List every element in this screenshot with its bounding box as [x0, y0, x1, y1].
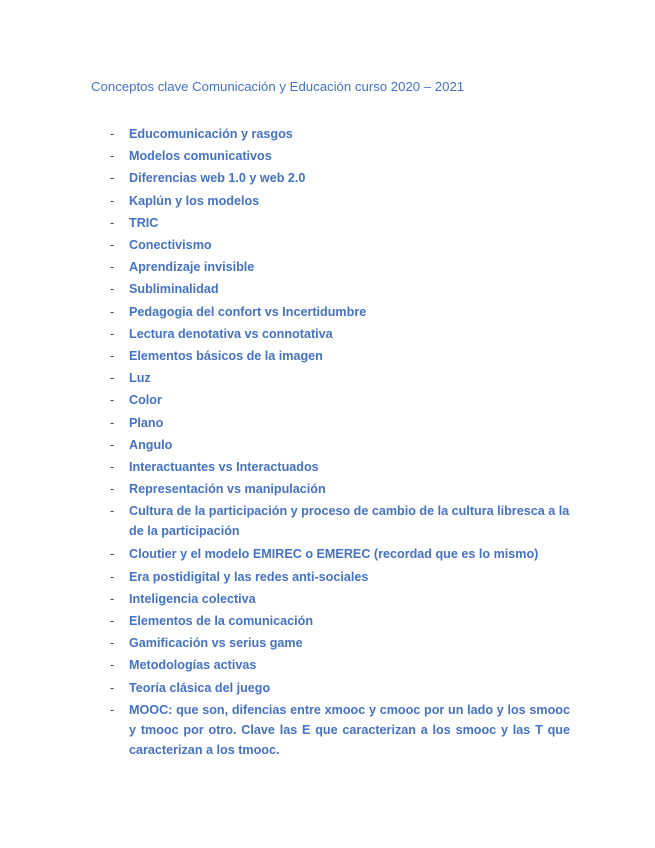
list-item [100, 632, 570, 654]
list-bullet: - [110, 393, 115, 408]
list-item-text: Diferencias web 1.0 y web 2.0 [129, 171, 306, 186]
list-item [100, 367, 570, 389]
list-item [100, 190, 570, 212]
list-bullet: - [110, 591, 115, 606]
list-item [100, 145, 570, 167]
list-bullet: - [110, 304, 115, 319]
list-bullet: - [110, 482, 115, 497]
list-item [100, 256, 570, 278]
list-item-text: MOOC: que son, difencias entre xmooc y cmooc por un lado y los smooc y tmooc por otro. Clave las E que caracterizan a los smooc y las T que caracterizan a los tmooc. [129, 702, 570, 757]
list-item-text: Plano [129, 415, 164, 430]
list-bullet: - [110, 702, 115, 717]
list-bullet: - [110, 415, 115, 430]
list-bullet: - [110, 371, 115, 386]
list-bullet: - [110, 149, 115, 164]
list-item [100, 566, 570, 588]
list-bullet: - [110, 504, 115, 519]
list-item-text: Conectivismo [129, 238, 212, 253]
list-item [100, 301, 570, 323]
document-title: Conceptos clave Comunicación y Educación curso 2020 – 2021 [91, 79, 465, 94]
list-item [100, 345, 570, 367]
list-item-text: Educomunicación y rasgos [129, 127, 293, 141]
list-bullet: - [110, 636, 115, 651]
list-item-text: Inteligencia colectiva [129, 591, 256, 606]
list-item [100, 212, 570, 234]
list-bullet: - [110, 614, 115, 629]
list-item [100, 500, 570, 543]
list-bullet: - [110, 127, 115, 141]
list-item-text: Metodologías activas [129, 658, 257, 673]
list-bullet: - [110, 349, 115, 364]
list-item-text: Aprendizaje invisible [129, 260, 255, 275]
list-item-text: Color [129, 393, 162, 408]
list-bullet: - [110, 680, 115, 695]
list-item [100, 123, 570, 145]
list-item [100, 456, 570, 478]
list-bullet: - [110, 260, 115, 275]
list-bullet: - [110, 437, 115, 452]
list-item [100, 699, 570, 762]
list-item-text: Interactuantes vs Interactuados [129, 460, 319, 475]
list-item [100, 323, 570, 345]
list-item-text: Kaplún y los modelos [129, 193, 260, 208]
list-item [100, 543, 570, 565]
list-item [100, 434, 570, 456]
list-item-text: Lectura denotativa vs connotativa [129, 326, 333, 341]
list-item-text: Subliminalidad [129, 282, 219, 297]
list-item-text: Representación vs manipulación [129, 482, 326, 497]
list-bullet: - [110, 569, 115, 584]
list-bullet: - [110, 547, 115, 562]
list-bullet: - [110, 460, 115, 475]
list-item-text: Elementos de la comunicación [129, 614, 314, 629]
list-item [100, 677, 570, 699]
list-item [100, 478, 570, 500]
list-bullet: - [110, 215, 115, 230]
list-item-text: TRIC [129, 215, 159, 230]
list-item [100, 588, 570, 610]
list-item [100, 278, 570, 300]
list-item [100, 654, 570, 676]
list-item [100, 610, 570, 632]
list-item-text: Angulo [129, 437, 173, 452]
list-item [100, 389, 570, 411]
concept-list [100, 123, 570, 762]
list-bullet: - [110, 326, 115, 341]
list-item-text: Cloutier y el modelo EMIREC o EMEREC (recordad que es lo mismo) [129, 547, 539, 562]
list-item-text: Pedagogia del confort vs Incertidumbre [129, 304, 367, 319]
list-bullet: - [110, 238, 115, 253]
list-item-text: Luz [129, 371, 151, 386]
list-item-text: Modelos comunicativos [129, 149, 272, 164]
list-item-text: Gamificación vs serius game [129, 636, 303, 651]
list-item-text: Teoría clásica del juego [129, 680, 271, 695]
list-bullet: - [110, 171, 115, 186]
list-item [100, 412, 570, 434]
list-item-text: Cultura de la participación y proceso de cambio de la cultura libresca a la de la participación [129, 504, 570, 539]
list-item-text: Elementos básicos de la imagen [129, 349, 323, 364]
list-bullet: - [110, 658, 115, 673]
list-item-text: Era postidigital y las redes anti-sociales [129, 569, 369, 584]
list-item [100, 234, 570, 256]
list-item [100, 167, 570, 189]
list-bullet: - [110, 282, 115, 297]
list-bullet: - [110, 193, 115, 208]
